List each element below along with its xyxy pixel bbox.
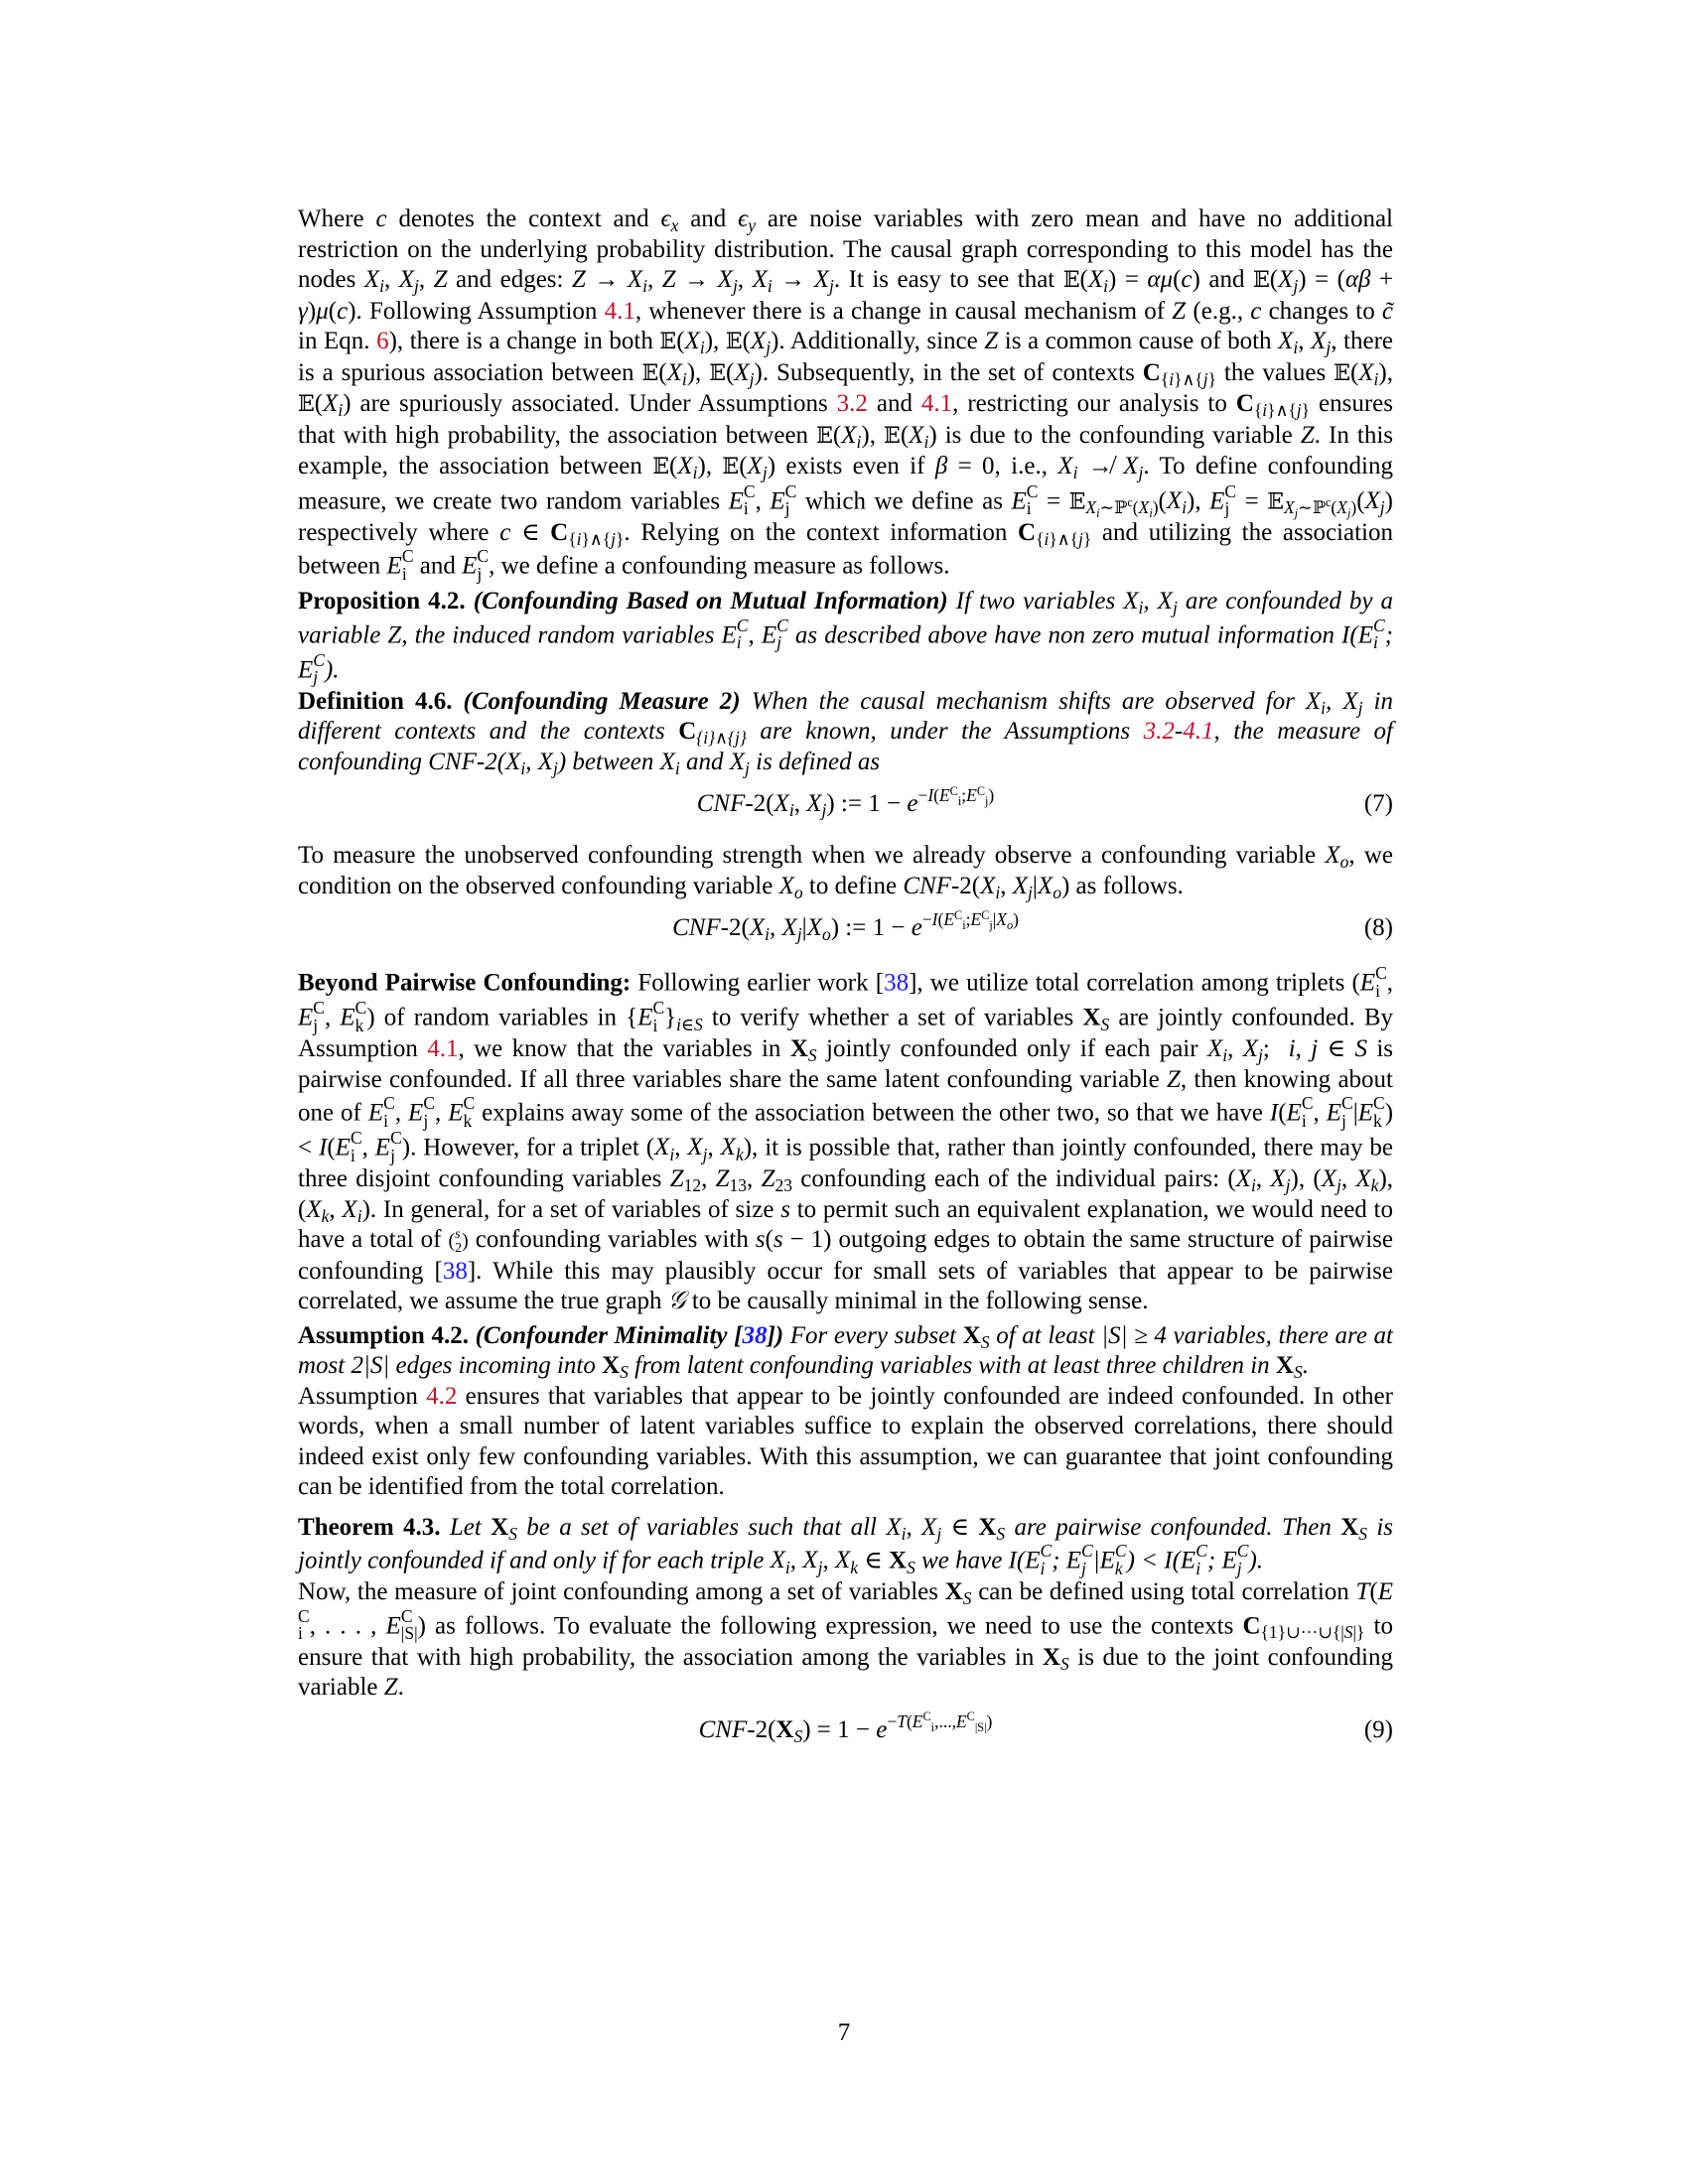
ref-assumption[interactable]: 4.2: [426, 1382, 458, 1410]
equation-9: CNF-$2(X_S) = 1 - e^{-T(E^C_i,...,E^C_{|S|})}$ (9): [698, 1709, 1393, 1746]
paragraph-assumption-remark: Assumption 4.2 ensures that variables that appear to be jointly confounded are indeed confounded. In other words, when a small number of latent variables suffice to explain the observed correlations, there should indeed exist only few confounding variables. With this assumption, we can guarantee that joint confounding can be identified from the total correlation.: [298, 1382, 1393, 1500]
definition-label: Definition 4.6.: [298, 687, 453, 715]
paper-page: [298, 205, 1393, 1767]
citation[interactable]: 38: [742, 1321, 768, 1349]
theorem: Theorem 4.3. Let $X_S$ be a set of variables such that all $X_i$, $X_j$ ∈ $X_S$ are pairwise confounded. Then $X_S$ is jointly confounded if and only if for each triple $X_i$, $X_j$, $X_k$ ∈ $X_S$ we have I(E C i ; E C j |E C k ) < I(E C i ; E C j ).: [298, 1513, 1393, 1578]
ref-assumption[interactable]: 4.1: [1183, 718, 1214, 745]
definition: Definition 4.6. (Confounding Measure 2) When the causal mechanism shifts are observed for $X_i$, $X_j$ in different contexts and the contexts $C_{\{i\}\wedge\{j\}}$ are known, under the Assumptions 3.2-4.1, the measure of confounding CNF-$2(X_i$, $X_j$) between $X_i$ and $X_j$ is defined as: [298, 687, 1393, 778]
assumption-label: Assumption 4.2.: [298, 1321, 469, 1349]
assumption-title-end: ]): [767, 1321, 784, 1349]
ref-assumption[interactable]: 3.2: [836, 390, 868, 417]
proposition-label: Proposition 4.2.: [298, 588, 466, 614]
proposition: Proposition 4.2. (Confounding Based on Mutual Information) If two variables $X_i$, $X_j$ are confounded by a variable Z, the induced random variables E C i , E C j as described above have non zero mutual information I(E C i ; E C j ).: [298, 588, 1393, 687]
paragraph-joint-confounding: Now, the measure of joint confounding among a set of variables $X_S$ can be defined using total correlation T(E C i , . . . , E C |S| ) as follows. To evaluate the following expression, we need to use the contexts $C_{\{1\}\cup\cdot\cdot\cdot\cup\{|S|\}}$ to ensure that with high probability, the association among the variables in $X_S$ is due to the joint confounding variable Z.: [298, 1578, 1393, 1701]
definition-title: (Confounding Measure 2): [463, 687, 741, 715]
citation[interactable]: 38: [884, 969, 910, 997]
equation-7: CNF-$2(X_i$, $X_j$) := $1 - e^{-I(E^C_i;E^C_j)}$ (7): [696, 783, 1393, 821]
ref-equation[interactable]: 6: [376, 328, 389, 354]
ref-assumption[interactable]: 4.1: [427, 1035, 459, 1062]
paragraph-context: Where c denotes the context and $\epsilon_x$ and $\epsilon_y$ are noise variables with zero mean and have no additional restriction on the underlying probability distribution. The causal graph corresponding to this model has the nodes $X_i$, $X_j$, Z and edges: $Z \to X_i$, $Z \to X_j$, $X_i \to X_j$. It is easy to see that $𝔼(X_i) = \alpha\mu(c)$ and $𝔼(X_j) = (\alpha\beta + \gamma)\mu(c)$. Following Assumption 4.1, whenever there is a change in causal mechanism of Z (e.g., c changes to c̃ in Eqn. 6), there is a change in both $𝔼(X_i)$, $𝔼(X_j)$. Additionally, since Z is a common cause of both $X_i$, $X_j$, there is a spurious association between $𝔼(X_i)$, $𝔼(X_j)$. Subsequently, in the set of contexts $C_{\{i\}\wedge\{j\}}$ the values $𝔼(X_i)$, $𝔼(X_i)$ are spuriously associated. Under Assumptions 3.2 and 4.1, restricting our analysis to $C_{\{i\}\wedge\{j\}}$ ensures that with high probability, the association between $𝔼(X_i)$, $𝔼(X_i)$ is due to the confounding variable Z. In this example, the association between $𝔼(X_i)$, $𝔼(X_j)$ exists even if β = 0, i.e., $X_i$ ↛ $X_j$. To define confounding measure, we create two random variables E C i , E C j which we define as E C i = $𝔼_{X_i\sim ℙ^c(X_i)}(X_i)$, E C j = $𝔼_{X_j\sim ℙ^c(X_j)}(X_j)$ respectively where c ∈ $C_{\{i\}\wedge\{j\}}$. Relying on the context information $C_{\{i\}\wedge\{j\}}$ and utilizing the association between E C i and E C j , we define a confounding measure as follows.: [298, 205, 1394, 584]
paragraph-heading: Beyond Pairwise Confounding:: [298, 969, 632, 997]
proposition-title: (Confounding Based on Mutual Information): [473, 588, 948, 614]
equation-number: (7): [1363, 790, 1393, 817]
assumption-title: (Confounder Minimality [: [475, 1321, 743, 1349]
ref-assumption[interactable]: 4.1: [604, 297, 635, 325]
page-number: 7: [837, 2019, 851, 2046]
assumption: Assumption 4.2. (Confounder Minimality [38]) For every subset $X_S$ of at least |S| ≥ 4 variables, there are at most 2|S| edges incoming into $X_S$ from latent confounding variables with at least three children in $X_S$.: [298, 1321, 1394, 1383]
ref-assumption[interactable]: 3.2: [1143, 718, 1175, 745]
equation-8: CNF-$2(X_i$, $X_j|X_o$) := $1 - e^{-I(E^C_i;E^C_j|X_o)}$ (8): [672, 907, 1393, 945]
equation-number: (8): [1363, 914, 1393, 941]
paragraph-conditional: To measure the unobserved confounding strength when we already observe a confounding variable $X_o$, we condition on the observed confounding variable $X_o$ to define CNF-$2(X_i$, $X_j|X_o$) as follows.: [298, 842, 1394, 902]
equation-number: (9): [1363, 1715, 1393, 1743]
theorem-label: Theorem 4.3.: [298, 1513, 441, 1541]
ref-assumption[interactable]: 4.1: [920, 390, 953, 417]
paragraph-beyond-pairwise: Beyond Pairwise Confounding: Following earlier work [38], we utilize total correlation among triplets (E C i , E C j , E C k ) of random variables in {E C i }$_{i\in S}$ to verify whether a set of variables $X_S$ are jointly confounded. By Assumption 4.1, we know that the variables in $X_S$ jointly confounded only if each pair $X_i$, $X_j$; i, j ∈ S is pairwise confounded. If all three variables share the same latent confounding variable Z, then knowing about one of E C i , E C j , E C k explains away some of the association between the other two, so that we have I(E C i , E C j |E C k ) < I(E C i , E C j ). However, for a triplet ($X_i$, $X_j$, $X_k$), it is possible that, rather than jointly confounded, there may be three disjoint confounding variables $Z_{12}$, $Z_{13}$, $Z_{23}$ confounding each of the individual pairs: ($X_i$, $X_j$), ($X_j$, $X_k$), ($X_k$, $X_i$). In general, for a set of variables of size s to permit such an equivalent explanation, we would need to have a total of ( s 2 ) confounding variables with s(s − 1) outgoing edges to obtain the same structure of pairwise confounding [38]. While this may plausibly occur for small sets of variables that appear to be pairwise correlated, we assume the true graph 𝒢 to be causally minimal in the following sense.: [298, 963, 1394, 1314]
citation[interactable]: 38: [442, 1257, 468, 1285]
